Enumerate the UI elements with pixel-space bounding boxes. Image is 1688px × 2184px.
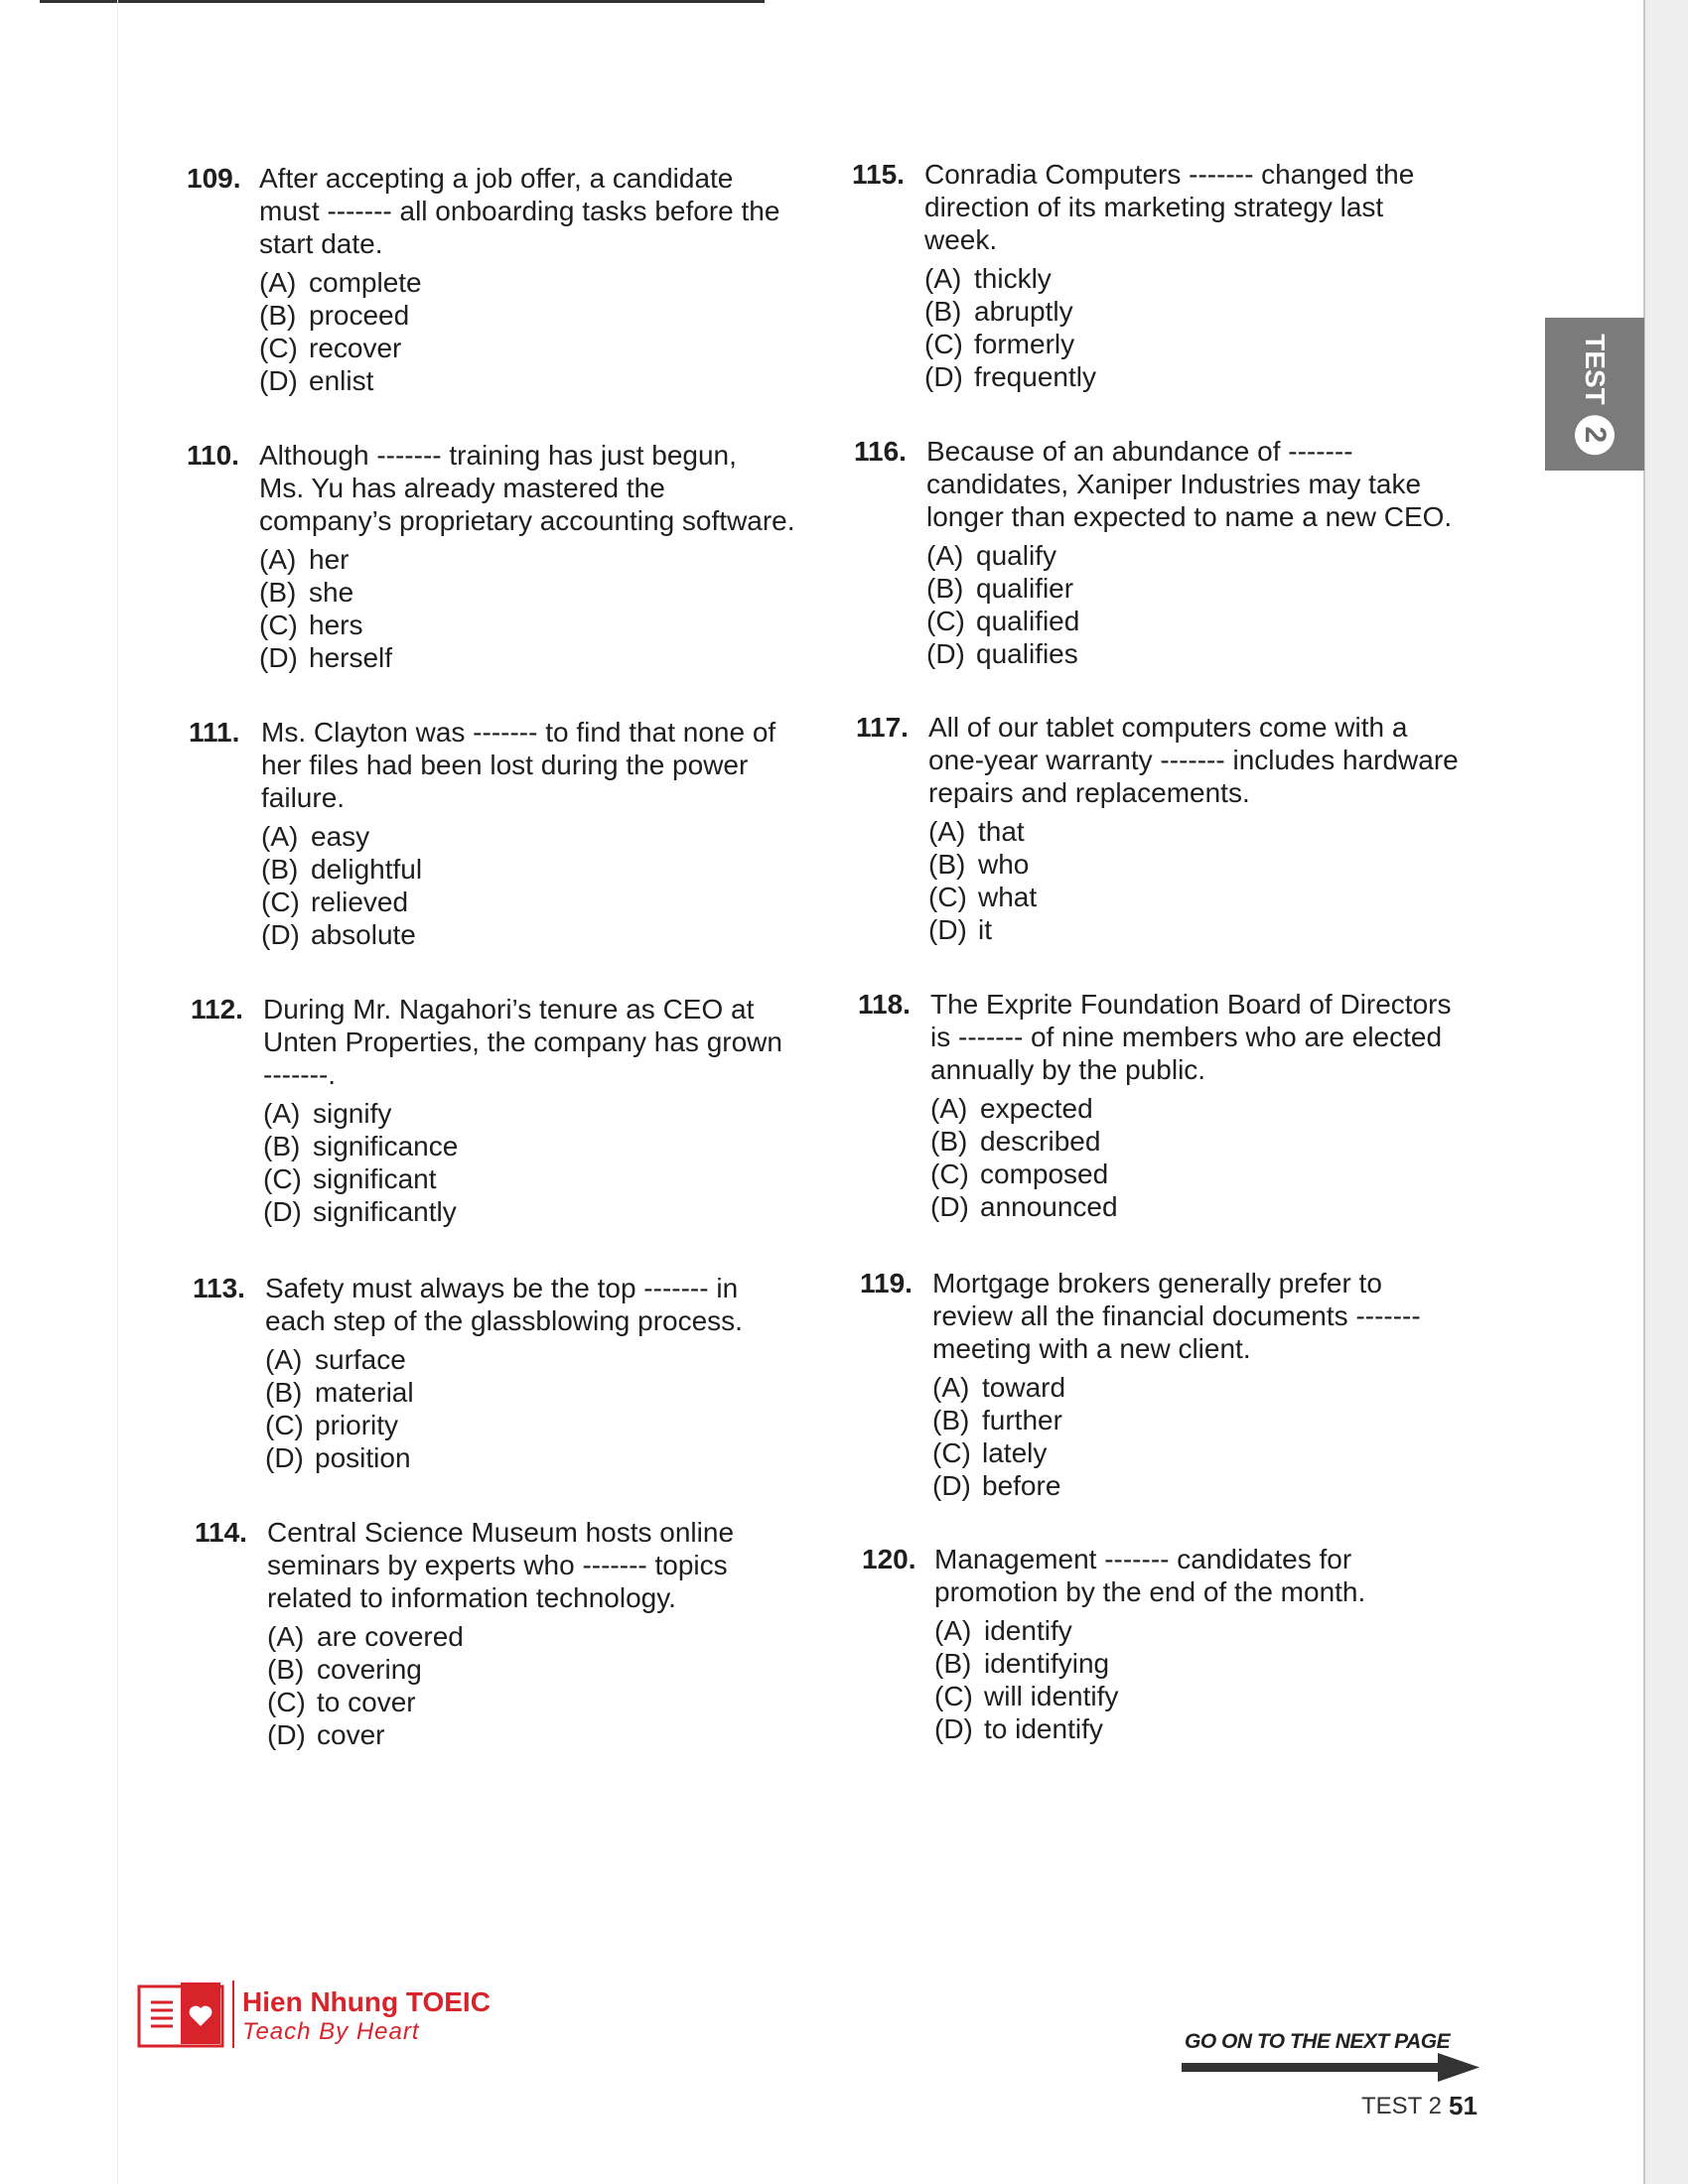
side-tab-content [1575,334,1615,455]
question-stem-line: annually by the public. [930,1054,1206,1085]
option-text: herself [309,642,393,673]
question-stem-line: Mortgage brokers generally prefer to [932,1268,1382,1298]
option-text: before [982,1470,1061,1501]
question-stem [259,162,795,260]
question-stem-line: is ------- of nine members who are elected [930,1022,1443,1052]
option-letter: (D) [932,1470,971,1501]
option-letter: (B) [265,1377,303,1408]
option-text: absolute [311,919,416,950]
option-text: priority [315,1410,399,1440]
option-letter: (A) [928,816,966,847]
option-letter: (B) [267,1654,305,1685]
answer-option [263,1162,760,1195]
option-letter: (A) [259,544,297,575]
option-text: who [978,849,1030,880]
question-stem [932,1267,1469,1365]
option-text: are covered [317,1621,464,1652]
answer-option [259,266,756,299]
option-letter: (C) [924,329,963,359]
option-letter: (B) [263,1131,301,1161]
option-text: to identify [984,1713,1103,1744]
answer-option [932,1436,1429,1469]
question-stem-line: direction of its marketing strategy last [924,192,1384,222]
option-text: she [309,577,354,608]
question-stem-line: Unten Properties, the company has grown [263,1026,782,1057]
answer-option [926,539,1423,572]
option-text: position [315,1442,411,1473]
option-text: enlist [309,365,374,396]
answer-option [265,1409,762,1441]
answer-options [926,539,1423,670]
question-stem-line: meeting with a new client. [932,1333,1251,1364]
answer-option [934,1614,1431,1647]
option-letter: (B) [934,1648,972,1679]
question-number: 113. [193,1273,245,1303]
answer-option [928,881,1425,913]
option-letter: (D) [928,914,967,945]
option-letter: (D) [261,919,300,950]
option-text: covering [317,1654,422,1685]
question-stem [934,1543,1471,1608]
question-number: 109. [187,163,241,194]
question-stem [263,993,799,1091]
answer-options [930,1092,1427,1223]
option-letter: (C) [265,1410,304,1440]
question-stem-line: repairs and replacements. [928,777,1250,808]
option-letter: (A) [934,1615,972,1646]
answer-option [263,1195,760,1228]
question-stem-line: -------. [263,1059,337,1090]
answer-option [267,1718,764,1751]
option-text: it [978,914,992,945]
option-text: significantly [313,1196,457,1227]
answer-options [267,1620,764,1751]
option-letter: (A) [930,1093,968,1124]
answer-option [265,1376,762,1409]
answer-option [259,299,756,332]
option-text: easy [311,821,370,852]
question-number: 114. [195,1517,247,1548]
option-text: composed [980,1159,1109,1189]
question-stem-line: Central Science Museum hosts online [267,1517,735,1548]
question-stem-line: Ms. Yu has already mastered the [259,473,665,503]
answer-option [924,360,1421,393]
answer-option [263,1097,760,1130]
option-letter: (C) [259,610,298,640]
option-text: her [309,544,350,575]
question-stem-line: Management ------- candidates for [934,1544,1352,1574]
question-stem [924,158,1461,256]
question-stem-line: Ms. Clayton was ------- to find that none of [261,717,776,748]
question-stem-line: During Mr. Nagahori’s tenure as CEO at [263,994,755,1024]
question-number: 112. [191,994,243,1024]
answer-option [267,1620,764,1653]
option-letter: (A) [932,1372,970,1403]
option-letter: (B) [930,1126,968,1157]
option-letter: (B) [928,849,966,880]
question-stem-line: After accepting a job offer, a candidate [259,163,734,194]
option-letter: (C) [934,1681,973,1711]
answer-option [259,609,756,641]
answer-option [259,364,756,397]
question-stem-line: promotion by the end of the month. [934,1576,1366,1607]
answer-option [928,815,1425,848]
option-letter: (D) [926,638,965,669]
answer-option [924,262,1421,295]
answer-option [930,1125,1427,1158]
question-number: 119. [860,1268,913,1298]
go-on-next-page: GO ON TO THE NEXT PAGE [1185,2030,1451,2053]
question-stem-line: must ------- all onboarding tasks before the [259,196,780,226]
question-stem-line: company’s proprietary accounting software. [259,505,795,536]
answer-options [934,1614,1431,1745]
option-text: announced [980,1191,1118,1222]
option-text: abruptly [974,296,1073,327]
option-letter: (D) [265,1442,304,1473]
option-text: what [978,882,1038,912]
page-edge [1643,0,1688,2184]
question-stem-line: one-year warranty ------- includes hardware [928,745,1459,775]
option-text: frequently [974,361,1096,392]
question-stem-line: start date. [259,228,383,259]
answer-option [928,848,1425,881]
option-text: will identify [984,1681,1119,1711]
option-letter: (C) [259,333,298,363]
option-letter: (D) [930,1191,969,1222]
question-stem-line: Because of an abundance of ------- [926,436,1353,467]
option-text: identifying [984,1648,1110,1679]
answer-option [259,543,756,576]
option-letter: (B) [924,296,962,327]
answer-option [928,913,1425,946]
question-stem-line: each step of the glassblowing process. [265,1305,743,1336]
answer-option [932,1404,1429,1436]
question-stem-line: Although ------- training has just begun, [259,440,737,471]
question-stem [267,1516,803,1614]
option-letter: (A) [265,1344,303,1375]
answer-option [265,1343,762,1376]
answer-option [924,295,1421,328]
option-letter: (B) [261,854,299,885]
question-stem-line: Safety must always be the top ------- in [265,1273,739,1303]
answer-options [265,1343,762,1474]
option-letter: (A) [267,1621,305,1652]
answer-options [261,820,758,951]
footer-test-label: TEST 2 [1361,2093,1442,2119]
answer-option [261,886,758,918]
answer-options [259,266,756,397]
option-text: hers [309,610,363,640]
option-letter: (B) [259,300,297,331]
answer-option [926,637,1423,670]
answer-option [263,1130,760,1162]
question-stem [928,711,1465,809]
option-text: to cover [317,1687,416,1717]
question-stem-line: All of our tablet computers come with a [928,712,1408,743]
option-letter: (C) [263,1163,302,1194]
option-text: that [978,816,1025,847]
option-letter: (A) [926,540,964,571]
option-letter: (C) [926,606,965,636]
answer-options [259,543,756,674]
question-number: 110. [187,440,239,471]
question-number: 117. [856,712,909,743]
option-text: further [982,1405,1062,1435]
question-stem-line: seminars by experts who ------- topics [267,1550,728,1580]
answer-options [924,262,1421,393]
answer-option [924,328,1421,360]
top-rule [40,0,765,3]
page-number: 51 [1449,2091,1477,2120]
answer-options [263,1097,760,1228]
option-text: recover [309,333,402,363]
option-letter: (C) [261,887,300,917]
option-letter: (C) [267,1687,306,1717]
option-letter: (C) [930,1159,969,1189]
option-text: proceed [309,300,410,331]
option-text: signify [313,1098,392,1129]
option-text: qualifies [976,638,1078,669]
answer-option [930,1158,1427,1190]
answer-option [932,1469,1429,1502]
answer-option [267,1653,764,1686]
option-text: lately [982,1437,1048,1468]
question-number: 115. [852,159,905,190]
answer-option [261,918,758,951]
option-text: toward [982,1372,1066,1403]
option-text: cover [317,1719,385,1750]
option-letter: (B) [926,573,964,604]
option-letter: (D) [267,1719,306,1750]
answer-option [261,820,758,853]
answer-option [267,1686,764,1718]
gutter-line [117,0,118,2184]
option-text: delightful [311,854,423,885]
option-text: relieved [311,887,409,917]
option-text: significant [313,1163,437,1194]
question-stem-line: review all the financial documents ------- [932,1300,1421,1331]
option-letter: (B) [259,577,297,608]
question-number: 116. [854,436,907,467]
answer-option [930,1190,1427,1223]
answer-option [934,1647,1431,1680]
answer-option [261,853,758,886]
option-text: expected [980,1093,1093,1124]
question-stem-line: week. [924,224,998,255]
option-letter: (B) [932,1405,970,1435]
brand-logo [137,1980,534,2060]
option-letter: (C) [932,1437,971,1468]
question-stem-line: failure. [261,782,346,813]
brand-tagline: Teach By Heart [242,2018,420,2045]
question-stem-line: candidates, Xaniper Industries may take [926,469,1422,499]
answer-options [928,815,1425,946]
brand-name: Hien Nhung TOEIC [242,1986,491,2017]
right-arrow-icon [1182,2053,1479,2083]
book-heart-icon [137,1980,224,2048]
option-letter: (C) [928,882,967,912]
question-stem [259,439,795,537]
option-letter: (D) [259,642,298,673]
option-letter: (A) [259,267,297,298]
answer-option [926,605,1423,637]
answer-option [930,1092,1427,1125]
question-number: 118. [858,989,911,1020]
option-letter: (A) [924,263,962,294]
option-text: significance [313,1131,459,1161]
question-number: 111. [189,717,240,748]
answer-option [934,1712,1431,1745]
answer-option [259,332,756,364]
answer-option [932,1371,1429,1404]
answer-option [934,1680,1431,1712]
question-stem-line: The Exprite Foundation Board of Directors [930,989,1452,1020]
option-letter: (D) [259,365,298,396]
option-text: formerly [974,329,1075,359]
option-text: material [315,1377,414,1408]
answer-option [265,1441,762,1474]
option-text: thickly [974,263,1052,294]
question-stem-line: related to information technology. [267,1582,676,1613]
answer-options [932,1371,1429,1502]
option-letter: (A) [261,821,299,852]
answer-option [259,641,756,674]
question-stem-line: longer than expected to name a new CEO. [926,501,1453,532]
option-text: qualify [976,540,1056,571]
option-letter: (D) [924,361,963,392]
option-text: identify [984,1615,1072,1646]
question-number: 120. [862,1544,916,1574]
option-text: qualifier [976,573,1074,604]
brand-divider [232,1980,234,2048]
side-tab-label: TEST [1580,334,1611,405]
question-stem [265,1272,801,1337]
question-stem-line: her files had been lost during the power [261,750,749,780]
question-stem [926,435,1463,533]
question-stem [261,716,797,814]
option-text: complete [309,267,422,298]
side-tab-number: 2 [1575,415,1615,455]
option-text: described [980,1126,1101,1157]
option-letter: (D) [934,1713,973,1744]
option-letter: (D) [263,1196,302,1227]
option-letter: (A) [263,1098,301,1129]
option-text: qualified [976,606,1080,636]
test-side-tab [1545,318,1644,471]
question-stem [930,988,1467,1086]
option-text: surface [315,1344,406,1375]
question-stem-line: Conradia Computers ------- changed the [924,159,1415,190]
answer-option [259,576,756,609]
answer-option [926,572,1423,605]
